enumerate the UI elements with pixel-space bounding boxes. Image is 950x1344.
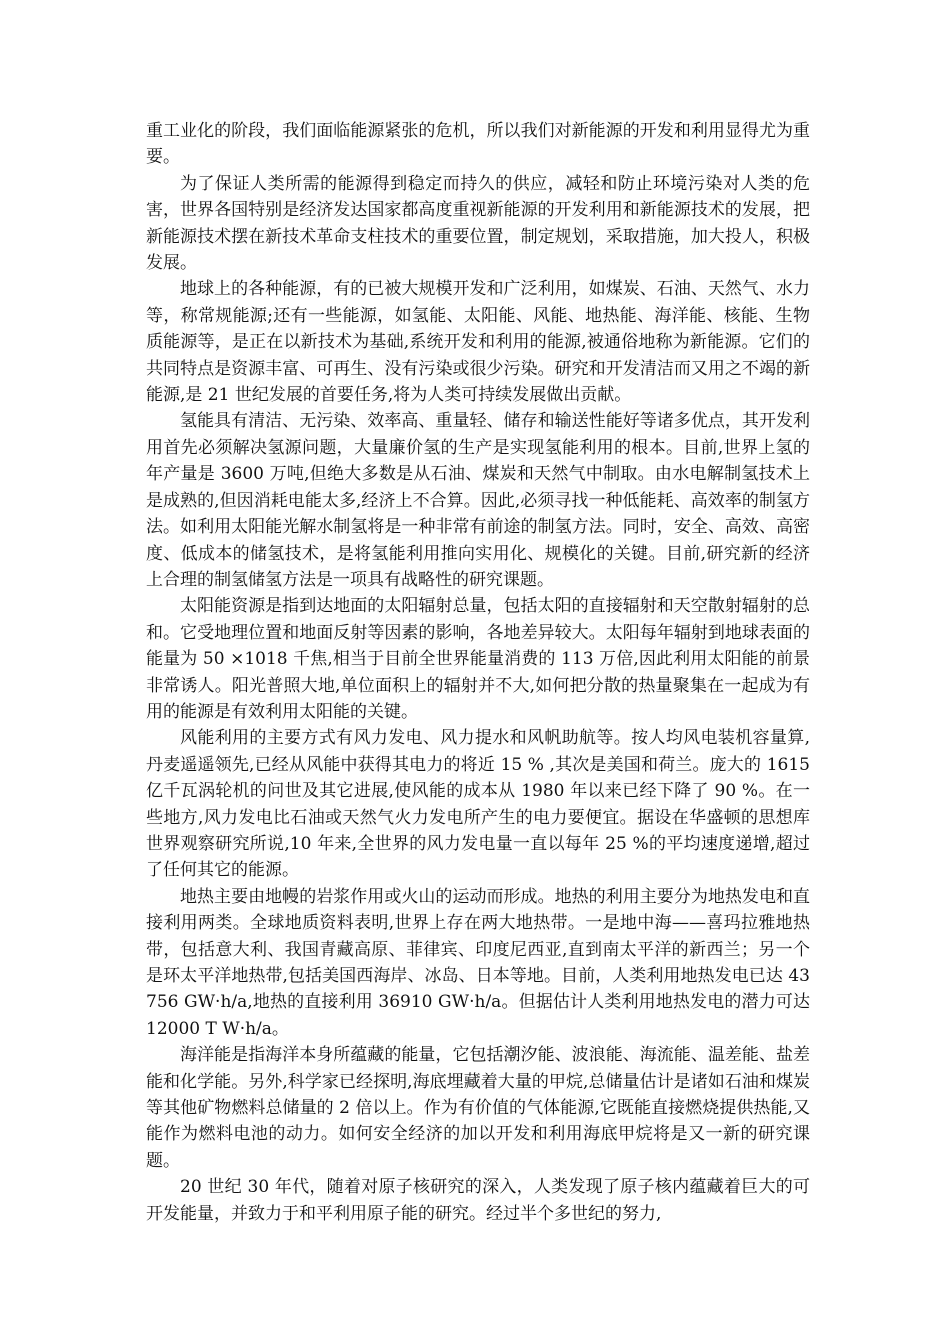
paragraph-wind-energy: 风能利用的主要方式有风力发电、风力提水和风帆助航等。按人均风电装机容量算,丹麦遥遥领先,已经从风能中获得其电力的将近 15 % ,其次是美国和荷兰。庞大的 1615 亿千瓦涡轮机的问世及其它进展,使风能的成本从 1980 年以来已经下降了 90 %。在一些地方,风力发电比石油或天然气火力发电所产生的电力要便宜。据设在华盛顿的思想库世界观察研究所说,10 年来,全世界的风力发电量一直以每年 25 %的平均速度递增,超过了任何其它的能源。 [146,728,810,881]
paragraph-hydrogen-energy: 氢能具有清洁、无污染、效率高、重量轻、储存和输送性能好等诸多优点，其开发利用首先必须解决氢源问题，大量廉价氢的生产是实现氢能利用的根本。目前,世界上氢的年产量是 3600 万吨,但绝大多数是从石油、煤炭和天然气中制取。由水电解制氢技术上是成熟的,但因消耗电能太多,经济上不合算。因此,必须寻找一种低能耗、高效率的制氢方法。如利用太阳能光解水制氢将是一种非常有前途的制氢方法。同时，安全、高效、高密度、低成本的储氢技术，是将氢能利用推向实用化、规模化的关键。目前,研究新的经济上合理的制氢储氢方法是一项具有战略性的研究课题。 [146,411,810,590]
paragraph-nuclear-energy: 20 世纪 30 年代，随着对原子核研究的深入，人类发现了原子核内蕴藏着巨大的可开发能量，并致力于和平利用原子能的研究。经过半个多世纪的努力, [146,1177,810,1224]
paragraph-new-energy-definition: 地球上的各种能源，有的已被大规模开发和广泛利用，如煤炭、石油、天然气、水力等，称常规能源;还有一些能源，如氢能、太阳能、风能、地热能、海洋能、核能、生物质能源等，是正在以新技术为基础,系统开发和利用的能源,被通俗地称为新能源。它们的共同特点是资源丰富、可再生、没有污染或很少污染。研究和开发清洁而又用之不竭的新能源,是 21 世纪发展的首要任务,将为人类可持续发展做出贡献。 [146,279,810,406]
paragraph-solar-energy: 太阳能资源是指到达地面的太阳辐射总量，包括太阳的直接辐射和天空散射辐射的总和。它受地理位置和地面反射等因素的影响，各地差异较大。太阳每年辐射到地球表面的能量为 50 ×1018 千焦,相当于目前全世界能量消费的 113 万倍,因此利用太阳能的前景非常诱人。阳光普照大地,单位面积上的辐射并不大,如何把分散的热量聚集在一起成为有用的能源是有效利用太阳能的关键。 [146,596,810,722]
paragraph-intro-continued: 重工业化的阶段，我们面临能源紧张的危机，所以我们对新能源的开发和利用显得尤为重要。 [146,121,810,168]
paragraph-ocean-energy: 海洋能是指海洋本身所蕴藏的能量，它包括潮汐能、波浪能、海流能、温差能、盐差能和化学能。另外,科学家已经探明,海底埋藏着大量的甲烷,总储量估计是诸如石油和煤炭等其他矿物燃料总储量的 2 倍以上。作为有价值的气体能源,它既能直接燃烧提供热能,又能作为燃料电池的动力。如何安全经济的加以开发和利用海底甲烷将是又一新的研究课题。 [146,1045,810,1171]
paragraph-energy-supply: 为了保证人类所需的能源得到稳定而持久的供应，减轻和防止环境污染对人类的危害，世界各国特别是经济发达国家都高度重视新能源的开发利用和新能源技术的发展，把新能源技术摆在新技术革命支柱技术的重要位置，制定规划，采取措施，加大投人，积极发展。 [146,173,810,274]
paragraph-geothermal-energy: 地热主要由地幔的岩浆作用或火山的运动而形成。地热的利用主要分为地热发电和直接利用两类。全球地质资料表明,世界上存在两大地热带。一是地中海——喜玛拉雅地热带，包括意大利、我国青藏高原、菲律宾、印度尼西亚,直到南太平洋的新西兰；另一个是环太平洋地热带,包括美国西海岸、冰岛、日本等地。目前，人类利用地热发电已达 43756 GW·h/a,地热的直接利用 36910 GW·h/a。但据估计人类利用地热发电的潜力可达 12000 T W·h/a。 [146,886,810,1039]
